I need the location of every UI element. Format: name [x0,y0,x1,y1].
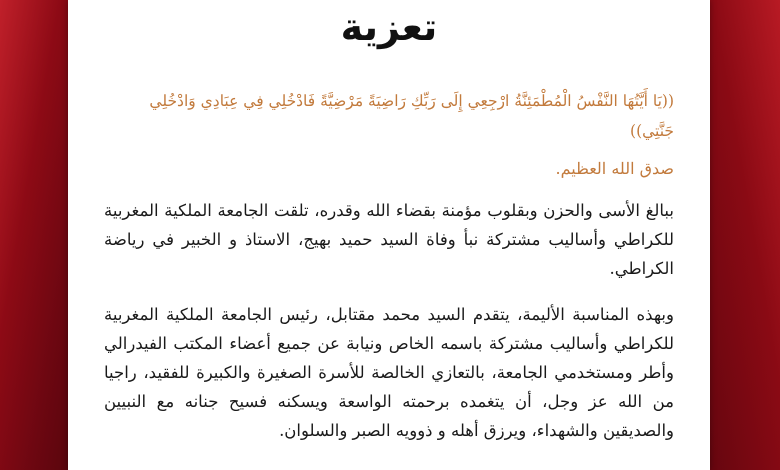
paragraph-condolences: وبهذه المناسبة الأليمة، يتقدم السيد محمد مقتابل، رئيس الجامعة الملكية المغربية للكراطي وأساليب مشتركة باسمه الخاص ونيابة عن جميع أعضاء المكتب الفيدرالي وأطر ومستخدمي الجامعة، بالتعازي الخالصة للأسرة الصغيرة والكبيرة للفقيد، راجيا من الله عز وجل، أن يتغمده برحمته الواسعة ويسكنه فسيح جنانه مع النبيين والصديقين والشهداء، ويرزق أهله و ذوويه الصبر والسلوان. [104,304,674,440]
paragraph-announcement: ببالغ الأسى والحزن وبقلوب مؤمنة بقضاء الله وقدره، تلقت الجامعة الملكية المغربية للكراطي وأساليب مشتركة نبأ وفاة السيد حميد بهيج، الاستاذ و الخبير في رياضة الكراطي. [104,201,674,278]
condolence-page [68,0,710,470]
quran-verse: ((يَا أَيَّتُهَا النَّفْسُ الْمُطْمَئِنَّةُ ارْجِعِي إِلَى رَبِّكِ رَاضِيَةً مَرْضِيَّةً فَادْخُلِي فِي عِبَادِي وَادْخُلِي جَنَّتِي)) [149,92,674,140]
background-right-panel [710,0,780,470]
background-left-panel [0,0,68,470]
verse-closing: صدق الله العظيم. [555,159,674,178]
page-title: تعزية [340,5,438,49]
condolence-content [68,0,710,445]
